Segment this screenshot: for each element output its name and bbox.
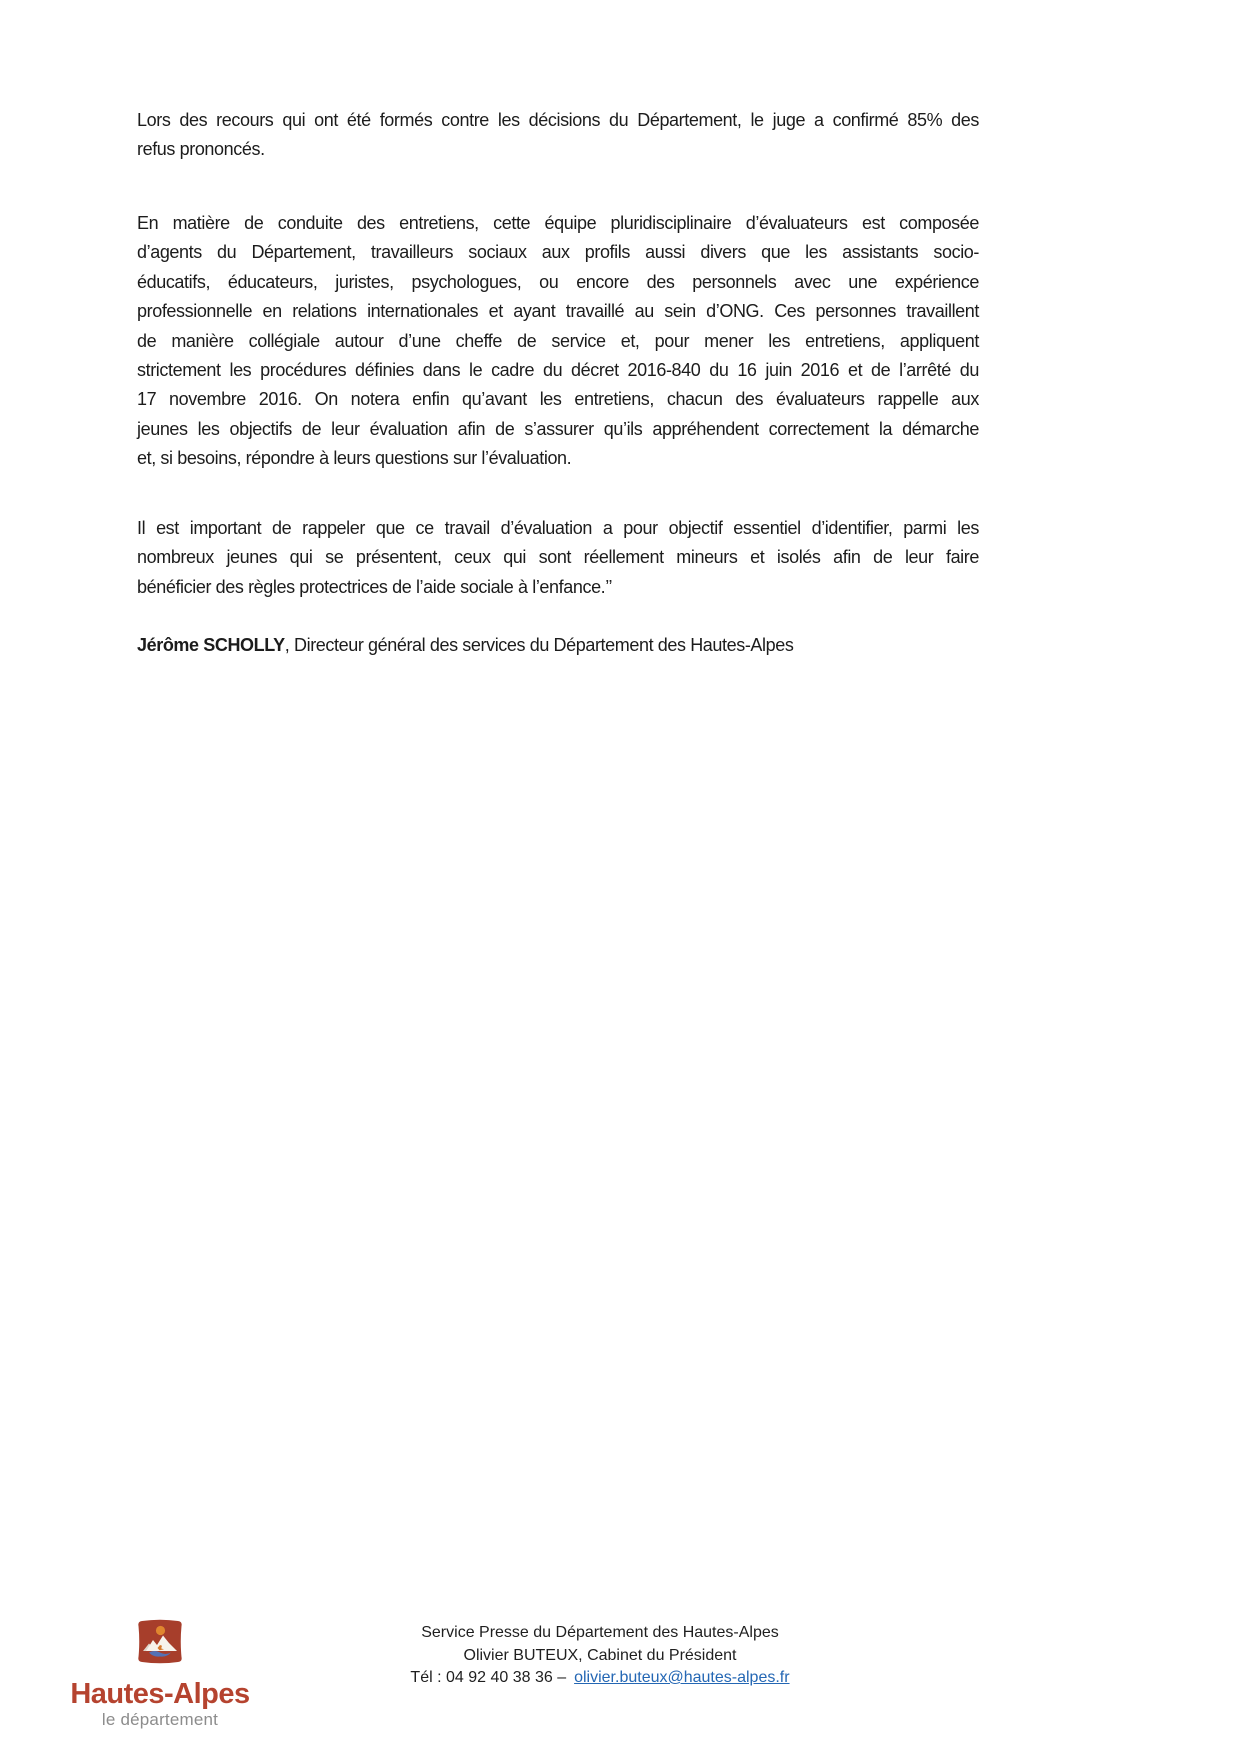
hautes-alpes-logo xyxy=(58,1618,262,1729)
paragraph-line: strictement les procédures définies dans le cadre du décret 2016-840 du 16 juin 2016 et de l’arrêté du xyxy=(137,359,979,380)
signature-title: , Directeur général des services du Département des Hautes-Alpes xyxy=(284,635,794,655)
paragraph-line: bénéficier des règles protectrices de l’aide sociale à l’enfance.’’ xyxy=(137,576,613,597)
mountain-sun-emblem-icon xyxy=(137,1618,183,1665)
paragraph-entretiens xyxy=(137,209,979,474)
paragraph-line: 17 novembre 2016. On notera enfin qu’avant les entretiens, chacun des évaluateurs rappelle aux xyxy=(137,389,979,410)
paragraph-recours xyxy=(137,106,979,165)
paragraph-line: et, si besoins, répondre à leurs questions sur l’évaluation. xyxy=(137,448,572,469)
press-email-link[interactable]: olivier.buteux@hautes-alpes.fr xyxy=(574,1669,790,1686)
paragraph-line: éducatifs, éducateurs, juristes, psychologues, ou encore des personnels avec une expérience xyxy=(137,271,979,292)
paragraph-line: professionnelle en relations internationales et ayant travaillé au sein d’ONG. Ces personnes travaillent xyxy=(137,301,979,322)
signature-name: Jérôme SCHOLLY xyxy=(137,635,285,655)
paragraph-line: de manière collégiale autour d’une cheffe de service et, pour mener les entretiens, appliquent xyxy=(137,330,979,351)
paragraph-line: En matière de conduite des entretiens, cette équipe pluridisciplinaire d’évaluateurs est composée xyxy=(137,213,979,233)
signature-line xyxy=(137,631,979,660)
logo-title: Hautes-Alpes xyxy=(70,1678,250,1710)
phone-label: Tél : 04 92 40 38 36 – xyxy=(410,1669,567,1686)
paragraph-line: Lors des recours qui ont été formés contre les décisions du Département, le juge a confirmé 85% des xyxy=(137,110,979,130)
paragraph-line: refus prononcés. xyxy=(137,139,265,160)
paragraph-line: Il est important de rappeler que ce travail d’évaluation a pour objectif essentiel d’identifier, parmi les xyxy=(137,518,979,538)
paragraph-line: d’agents du Département, travailleurs sociaux aux profils aussi divers que les assistants socio- xyxy=(137,242,979,263)
press-service-line: Service Presse du Département des Hautes-Alpes xyxy=(421,1624,779,1641)
press-officer-line: Olivier BUTEUX, Cabinet du Président xyxy=(463,1646,737,1664)
logo-subtitle: le département xyxy=(101,1710,219,1729)
paragraph-line: jeunes les objectifs de leur évaluation afin de s’assurer qu’ils appréhendent correctement la démarche xyxy=(137,418,979,439)
paragraph-line: nombreux jeunes qui se présentent, ceux qui sont réellement mineurs et isolés afin de leur faire xyxy=(137,547,979,568)
paragraph-conclusion xyxy=(137,514,979,602)
